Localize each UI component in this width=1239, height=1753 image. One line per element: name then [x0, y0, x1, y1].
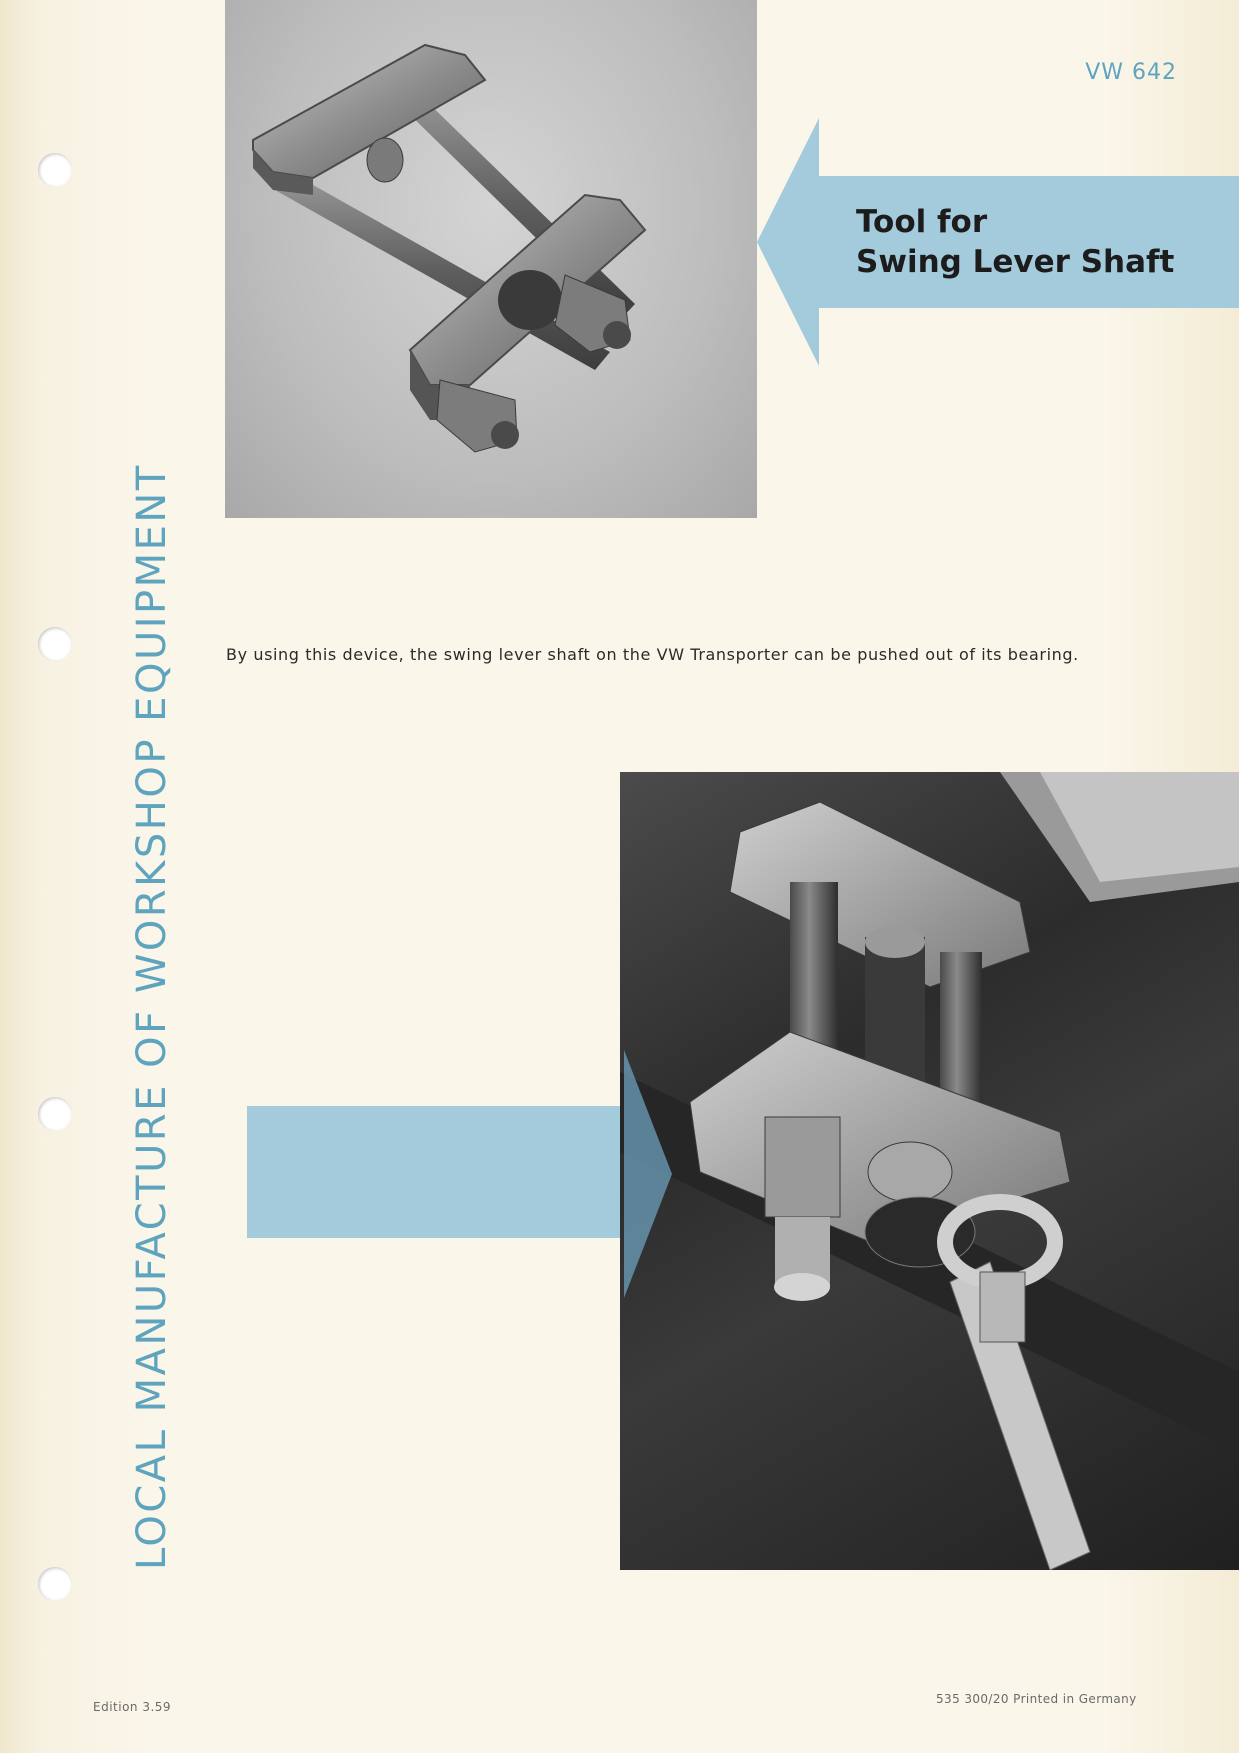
installed-tool-photo	[620, 772, 1239, 1570]
tool-illustration	[225, 0, 757, 518]
punch-hole	[38, 627, 72, 661]
installed-tool-illustration	[620, 772, 1239, 1570]
punch-hole	[38, 1097, 72, 1131]
tool-photo	[225, 0, 757, 518]
title-line-1: Tool for	[856, 204, 988, 240]
edition-label: Edition 3.59	[93, 1700, 172, 1714]
title-line-2: Swing Lever Shaft	[856, 244, 1175, 280]
side-title: LOCAL MANUFACTURE OF WORKSHOP EQUIPMENT	[129, 463, 175, 1570]
punch-hole	[38, 153, 72, 187]
lower-arrow-head	[624, 1050, 672, 1298]
lower-arrow-banner	[247, 1106, 624, 1238]
document-code: VW 642	[1085, 60, 1177, 85]
print-info: 535 300/20 Printed in Germany	[936, 1692, 1137, 1706]
title-arrow-head	[757, 118, 819, 366]
description-text: By using this device, the swing lever shaft on the VW Transporter can be pushed out of its bearing.	[226, 645, 1079, 664]
punch-hole	[38, 1567, 72, 1601]
document-title	[856, 202, 1174, 282]
